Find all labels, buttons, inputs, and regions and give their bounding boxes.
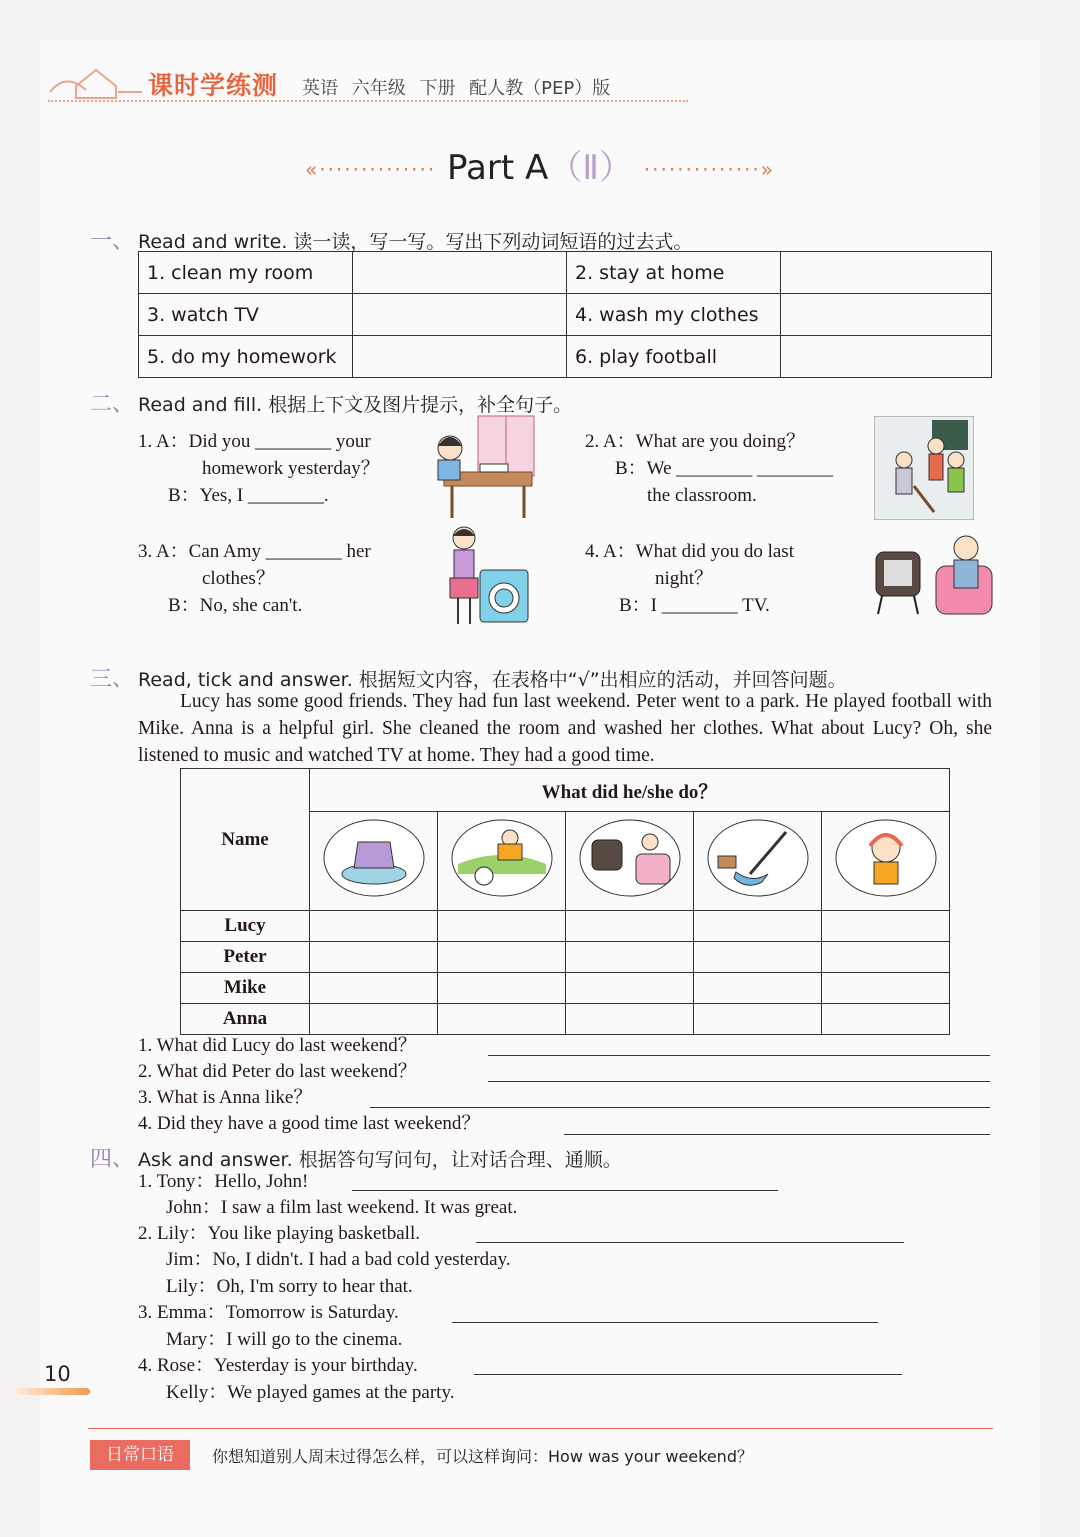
playing-football-icon bbox=[450, 818, 554, 898]
page-title bbox=[0, 140, 1080, 189]
tick-cell[interactable] bbox=[566, 942, 694, 973]
table-row bbox=[139, 294, 992, 336]
section3-question-3: 3. What is Anna like？ bbox=[138, 1087, 313, 1108]
header-divider bbox=[48, 100, 688, 102]
footer-tip: 你想知道别人周末过得怎么样，可以这样询问：How was your weekend？ bbox=[212, 1447, 753, 1466]
tick-cell[interactable] bbox=[822, 942, 950, 973]
section4-number: 四、 bbox=[90, 1147, 135, 1172]
section2-number: 二、 bbox=[90, 392, 135, 417]
phrase-cell: 3. watch TV bbox=[139, 294, 353, 336]
name-cell: Anna bbox=[181, 1004, 310, 1035]
activity-washing-clothes bbox=[310, 812, 438, 911]
watching-tv-icon bbox=[578, 818, 682, 898]
tick-cell[interactable] bbox=[822, 1004, 950, 1035]
q4-line2: night？ bbox=[655, 568, 714, 589]
q3-line3: B：No, she can't. bbox=[168, 595, 303, 616]
dialogue-line: 2. Lily：You like playing basketball. bbox=[138, 1223, 420, 1244]
q2-line1: 2. A：What are you doing？ bbox=[585, 431, 806, 452]
section3-question-4: 4. Did they have a good time last weekend？ bbox=[138, 1113, 481, 1134]
q1-line1: 1. A：Did you ________ your bbox=[138, 431, 371, 452]
tick-cell[interactable] bbox=[438, 911, 566, 942]
answer-line[interactable] bbox=[564, 1134, 990, 1135]
left-arrow-decoration-icon: «·············· bbox=[304, 157, 437, 182]
man-watching-tv-illustration bbox=[872, 530, 996, 622]
q1-line2: homework yesterday？ bbox=[202, 458, 380, 479]
washing-clothes-icon bbox=[322, 818, 426, 898]
tick-cell[interactable] bbox=[694, 1004, 822, 1035]
table-row bbox=[181, 973, 950, 1004]
answer-line[interactable] bbox=[476, 1242, 904, 1243]
page-number: 10 bbox=[44, 1362, 71, 1386]
tick-cell[interactable] bbox=[310, 1004, 438, 1035]
answer-cell[interactable] bbox=[781, 336, 992, 378]
footer-tag: 日常口语 bbox=[90, 1440, 190, 1470]
section1-text: Read and write. 读一读，写一写。写出下列动词短语的过去式。 bbox=[138, 231, 693, 253]
title-roman: （Ⅱ） bbox=[548, 148, 633, 188]
dialogue-line: 1. Tony：Hello, John! bbox=[138, 1171, 309, 1192]
name-header: Name bbox=[181, 769, 310, 911]
answer-cell[interactable] bbox=[353, 336, 567, 378]
answer-line[interactable] bbox=[370, 1107, 990, 1108]
dialogue-line: Kelly：We played games at the party. bbox=[166, 1382, 455, 1403]
activity-watching-tv bbox=[566, 812, 694, 911]
name-cell: Mike bbox=[181, 973, 310, 1004]
reading-passage: Lucy has some good friends. They had fun last weekend. Peter went to a park. He played football with Mike. Anna is a helpful girl. She cleaned the room and washed her clothes. What about Lucy? Oh, she listened to music and watched TV at home. They had a good time. bbox=[138, 691, 992, 766]
section3-text: Read, tick and answer. 根据短文内容，在表格中“√”出相应的活动，并回答问题。 bbox=[138, 669, 847, 691]
footer-divider bbox=[88, 1428, 993, 1429]
answer-cell[interactable] bbox=[781, 252, 992, 294]
q1-line3: B：Yes, I ________. bbox=[168, 485, 329, 506]
dialogue-line: Jim：No, I didn't. I had a bad cold yesterday. bbox=[166, 1249, 511, 1270]
name-cell: Peter bbox=[181, 942, 310, 973]
q3-line1: 3. A：Can Amy ________ her bbox=[138, 541, 371, 562]
answer-line[interactable] bbox=[452, 1322, 878, 1323]
house-logo-icon bbox=[46, 62, 146, 102]
page-number-bar bbox=[10, 1388, 90, 1395]
dialogue-line: Lily：Oh, I'm sorry to hear that. bbox=[166, 1276, 413, 1297]
tick-cell[interactable] bbox=[438, 942, 566, 973]
girl-washing-machine-illustration bbox=[436, 524, 532, 628]
name-cell: Lucy bbox=[181, 911, 310, 942]
verb-phrase-table bbox=[138, 251, 992, 378]
answer-cell[interactable] bbox=[353, 252, 567, 294]
phrase-cell: 5. do my homework bbox=[139, 336, 353, 378]
section4-text: Ask and answer. 根据答句写问句，让对话合理、通顺。 bbox=[138, 1149, 622, 1171]
table-header-row bbox=[181, 769, 950, 812]
girl-doing-homework-illustration bbox=[420, 414, 538, 520]
activity-header: What did he/she do？ bbox=[310, 769, 950, 812]
tick-cell[interactable] bbox=[822, 973, 950, 1004]
answer-line[interactable] bbox=[488, 1081, 990, 1082]
table-row bbox=[139, 252, 992, 294]
dialogue-line: 4. Rose：Yesterday is your birthday. bbox=[138, 1355, 418, 1376]
q2-line3: the classroom. bbox=[647, 485, 757, 506]
table-row bbox=[139, 336, 992, 378]
tick-cell[interactable] bbox=[566, 973, 694, 1004]
tick-cell[interactable] bbox=[310, 911, 438, 942]
tick-cell[interactable] bbox=[694, 973, 822, 1004]
answer-cell[interactable] bbox=[781, 294, 992, 336]
phrase-cell: 1. clean my room bbox=[139, 252, 353, 294]
fill-question-4 bbox=[585, 538, 794, 619]
tick-cell[interactable] bbox=[566, 1004, 694, 1035]
title-main: Part A bbox=[447, 148, 549, 188]
activity-listening-music bbox=[822, 812, 950, 911]
section2-text: Read and fill. 根据上下文及图片提示，补全句子。 bbox=[138, 394, 573, 416]
table-row bbox=[181, 1004, 950, 1035]
tick-cell[interactable] bbox=[566, 911, 694, 942]
q2-line2: B：We ________ ________ bbox=[615, 458, 834, 479]
activity-playing-football bbox=[438, 812, 566, 911]
q3-line2: clothes？ bbox=[202, 568, 275, 589]
activity-tick-table bbox=[180, 768, 950, 1035]
answer-cell[interactable] bbox=[353, 294, 567, 336]
cleaning-room-icon bbox=[706, 818, 810, 898]
table-row bbox=[181, 942, 950, 973]
section3-question-2: 2. What did Peter do last weekend？ bbox=[138, 1061, 417, 1082]
dialogue-line: John：I saw a film last weekend. It was great. bbox=[166, 1197, 518, 1218]
tick-cell[interactable] bbox=[310, 942, 438, 973]
listening-music-icon bbox=[834, 818, 938, 898]
tick-cell[interactable] bbox=[822, 911, 950, 942]
answer-line[interactable] bbox=[488, 1055, 990, 1056]
table-row bbox=[181, 911, 950, 942]
fill-question-2 bbox=[585, 428, 833, 509]
fill-question-1 bbox=[138, 428, 380, 509]
q4-line1: 4. A：What did you do last bbox=[585, 541, 794, 562]
section1-number: 一、 bbox=[90, 229, 135, 254]
phrase-cell: 6. play football bbox=[567, 336, 781, 378]
phrase-cell: 4. wash my clothes bbox=[567, 294, 781, 336]
kids-cleaning-classroom-illustration bbox=[874, 416, 974, 520]
dialogue-line: Mary：I will go to the cinema. bbox=[166, 1329, 403, 1350]
activity-cleaning-room bbox=[694, 812, 822, 911]
dialogue-line: 3. Emma：Tomorrow is Saturday. bbox=[138, 1302, 399, 1323]
section3-question-1: 1. What did Lucy do last weekend？ bbox=[138, 1035, 417, 1056]
tick-cell[interactable] bbox=[438, 973, 566, 1004]
fill-question-3 bbox=[138, 538, 371, 619]
tick-cell[interactable] bbox=[438, 1004, 566, 1035]
phrase-cell: 2. stay at home bbox=[567, 252, 781, 294]
tick-cell[interactable] bbox=[694, 942, 822, 973]
section3-number: 三、 bbox=[90, 667, 135, 692]
q4-line3: B：I ________ TV. bbox=[619, 595, 770, 616]
answer-line[interactable] bbox=[474, 1374, 902, 1375]
tick-cell[interactable] bbox=[310, 973, 438, 1004]
right-arrow-decoration-icon: ··············» bbox=[643, 157, 776, 182]
answer-line[interactable] bbox=[352, 1190, 778, 1191]
header-info: 英语 六年级 下册 配人教（PEP）版 bbox=[302, 78, 611, 99]
tick-cell[interactable] bbox=[694, 911, 822, 942]
header-brand: 课时学练测 bbox=[148, 71, 279, 100]
